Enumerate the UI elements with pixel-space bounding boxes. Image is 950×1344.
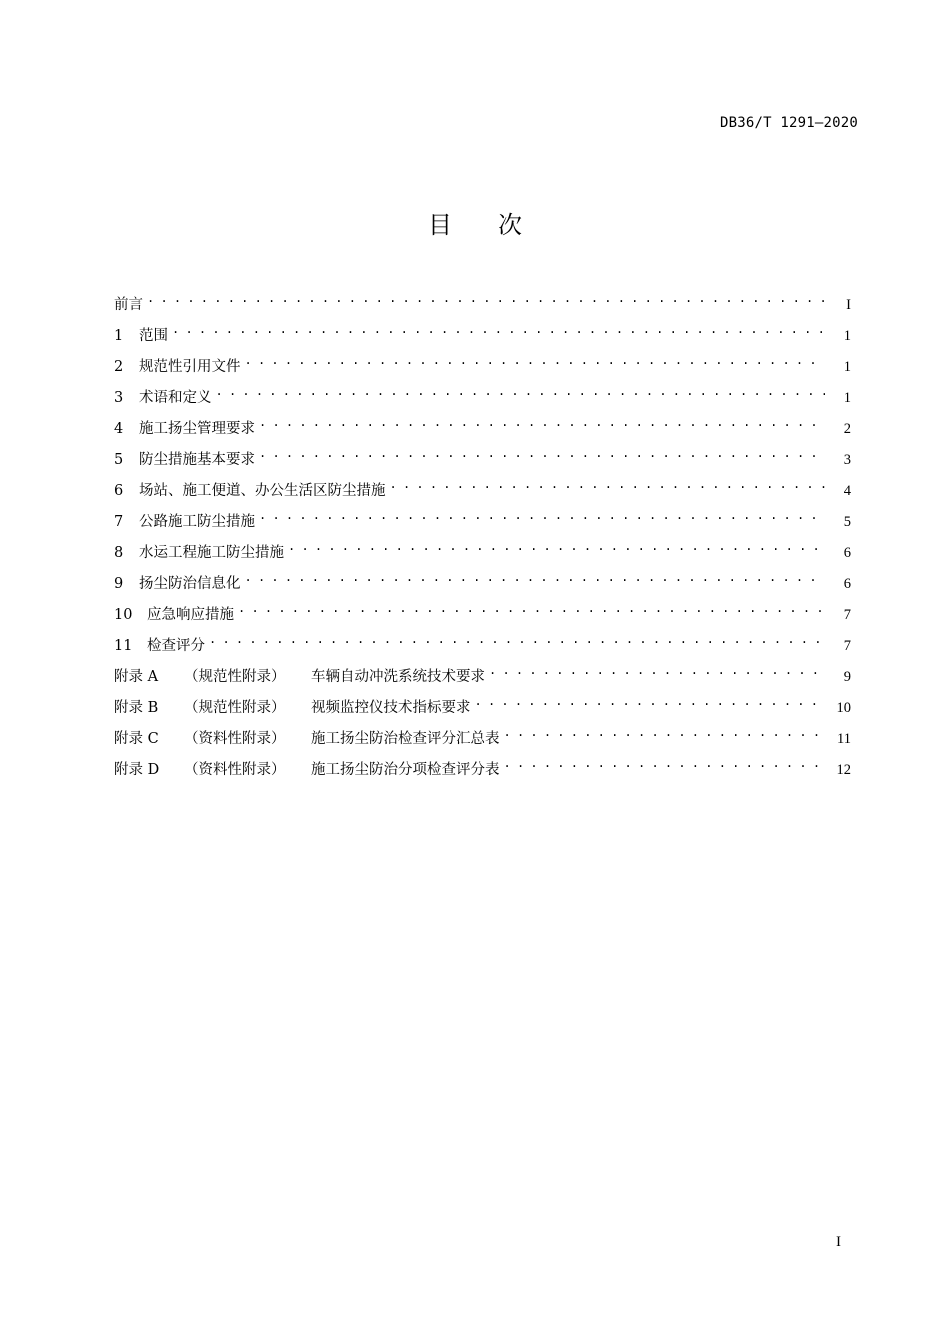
toc-entry-page: 1 <box>843 359 851 375</box>
toc-dot-leader <box>238 597 825 619</box>
toc-entry-number: 11 <box>114 638 133 654</box>
toc-dot-leader <box>147 287 825 309</box>
toc-entry[interactable] <box>114 442 851 473</box>
toc-entry-page: 5 <box>843 514 851 530</box>
toc-entry-title: 范围 <box>139 328 168 344</box>
toc-entry[interactable] <box>114 504 851 535</box>
toc-entry-title: 场站、施工便道、办公生活区防尘措施 <box>139 483 386 499</box>
toc-entry-title: 施工扬尘防治检查评分汇总表 <box>311 731 500 747</box>
toc-dot-leader <box>288 535 825 557</box>
toc-entry-number: 4 <box>114 421 124 437</box>
toc-entry-page: 2 <box>843 421 851 437</box>
toc-entry-number: 附录 C <box>114 731 159 747</box>
toc-entry[interactable] <box>114 597 851 628</box>
toc-entry-page: 6 <box>843 545 851 561</box>
toc-dot-leader <box>259 504 825 526</box>
toc-entry[interactable] <box>114 535 851 566</box>
toc-entry-number: 附录 B <box>114 700 159 716</box>
toc-dot-leader <box>259 411 825 433</box>
toc-entry[interactable] <box>114 690 851 721</box>
page-title-char-1: 目 <box>428 211 452 239</box>
toc-entry-title: 检查评分 <box>147 638 205 654</box>
toc-entry-page: 6 <box>843 576 851 592</box>
table-of-contents <box>114 287 851 783</box>
toc-entry-page: 7 <box>843 607 851 623</box>
toc-entry-number: 9 <box>114 576 124 592</box>
toc-dot-leader <box>504 721 826 743</box>
toc-dot-leader <box>209 628 825 650</box>
toc-entry-page: 1 <box>843 390 851 406</box>
toc-entry-number: 2 <box>114 359 124 375</box>
toc-entry-appendix-kind: （规范性附录） <box>184 700 286 716</box>
toc-dot-leader <box>216 380 826 402</box>
toc-entry-page: 4 <box>843 483 851 499</box>
toc-entry[interactable] <box>114 411 851 442</box>
toc-entry-page: 11 <box>837 731 851 747</box>
toc-dot-leader <box>259 442 825 464</box>
toc-entry-title: 扬尘防治信息化 <box>139 576 241 592</box>
toc-entry-title: 视频监控仪技术指标要求 <box>311 700 471 716</box>
toc-entry-appendix-kind: （规范性附录） <box>184 669 286 685</box>
toc-entry[interactable] <box>114 566 851 597</box>
toc-dot-leader <box>245 566 826 588</box>
toc-dot-leader <box>245 349 826 371</box>
toc-entry-page: 3 <box>843 452 851 468</box>
toc-entry-title: 术语和定义 <box>139 390 212 406</box>
toc-entry-number: 3 <box>114 390 124 406</box>
toc-entry-number: 附录 A <box>114 669 159 685</box>
toc-entry-appendix-kind: （资料性附录） <box>184 731 286 747</box>
page-title <box>0 205 950 240</box>
toc-entry[interactable] <box>114 380 851 411</box>
toc-entry-title: 车辆自动冲洗系统技术要求 <box>311 669 485 685</box>
toc-entry-number: 8 <box>114 545 124 561</box>
toc-entry-title: 前言 <box>114 297 143 313</box>
toc-entry-title: 规范性引用文件 <box>139 359 241 375</box>
toc-entry-appendix-kind: （资料性附录） <box>184 762 286 778</box>
toc-entry-page: 12 <box>836 762 851 778</box>
toc-dot-leader <box>475 690 826 712</box>
toc-dot-leader <box>489 659 825 681</box>
toc-dot-leader <box>390 473 826 495</box>
toc-entry[interactable] <box>114 752 851 783</box>
toc-entry[interactable] <box>114 628 851 659</box>
toc-entry-number: 5 <box>114 452 124 468</box>
toc-dot-leader <box>504 752 826 774</box>
toc-entry-page: 7 <box>843 638 851 654</box>
toc-entry[interactable] <box>114 349 851 380</box>
toc-entry-page: 10 <box>836 700 851 716</box>
toc-entry-number: 6 <box>114 483 124 499</box>
toc-entry-page: 1 <box>843 328 851 344</box>
toc-entry[interactable] <box>114 721 851 752</box>
toc-entry-number: 附录 D <box>114 762 160 778</box>
document-code: DB36/T 1291—2020 <box>719 115 858 131</box>
toc-entry-page: 9 <box>843 669 851 685</box>
toc-dot-leader <box>172 318 825 340</box>
toc-entry-title: 防尘措施基本要求 <box>139 452 255 468</box>
toc-entry-number: 7 <box>114 514 124 530</box>
toc-entry[interactable] <box>114 659 851 690</box>
toc-entry[interactable] <box>114 473 851 504</box>
toc-entry-title: 施工扬尘管理要求 <box>139 421 255 437</box>
toc-entry-title: 应急响应措施 <box>147 607 234 623</box>
toc-entry-title: 公路施工防尘措施 <box>139 514 255 530</box>
toc-entry-number: 10 <box>114 607 133 623</box>
toc-entry[interactable] <box>114 318 851 349</box>
page-number: I <box>836 1234 841 1250</box>
toc-entry-number: 1 <box>114 328 124 344</box>
toc-entry-title: 施工扬尘防治分项检查评分表 <box>311 762 500 778</box>
toc-entry-page: I <box>846 297 851 313</box>
page-title-char-2: 次 <box>498 211 522 239</box>
toc-entry-title: 水运工程施工防尘措施 <box>139 545 284 561</box>
toc-entry[interactable] <box>114 287 851 318</box>
